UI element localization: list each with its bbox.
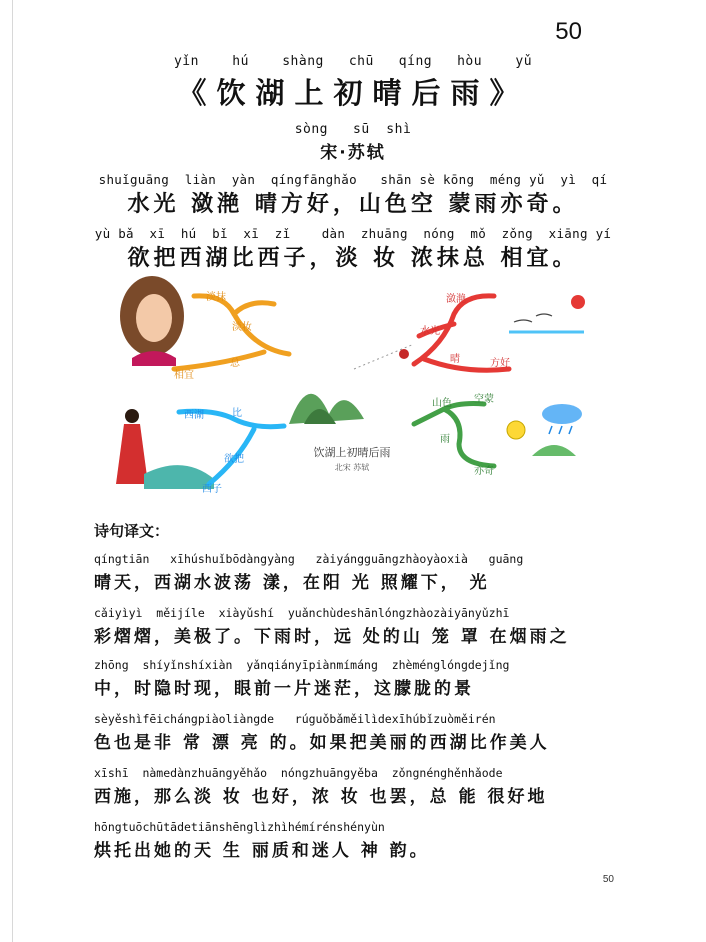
branch-top-left-word-2: 淡妆 (232, 322, 252, 333)
translation-line-6-text: 烘托出她的天 生 丽质和迷人 神 韵。 (94, 841, 430, 861)
mind-map-illustration (114, 274, 602, 504)
title-pinyin: yǐn hú shàng chū qíng hòu yǔ (173, 54, 533, 69)
mindmap-center-title: 饮湖上初晴后雨 (313, 446, 391, 459)
branch-top-right-word-1: 潋滟 (446, 294, 466, 305)
page-title: 《饮湖上初晴后雨》 (177, 76, 529, 110)
page-number-top: 50 (555, 18, 582, 45)
branch-top-left-word-1: 淡抹 (206, 292, 226, 303)
sun-icon (571, 295, 585, 309)
translation-line-6-pinyin: hōngtuōchūtādetiānshēnglìzhìhémírénshényùn (94, 820, 385, 834)
translation-label: 诗句译文： (94, 522, 170, 540)
branch-top-right-word-3: 晴 (450, 354, 460, 365)
branch-bottom-right (414, 404, 494, 466)
branch-bottom-right-word-2: 空蒙 (474, 394, 494, 405)
birds-icon (514, 314, 552, 322)
mindmap-center-author: 北宋 苏轼 (334, 463, 370, 472)
author-block (0, 122, 706, 163)
title-block (0, 54, 706, 112)
poem-line-1-pinyin: shuǐguāng liàn yàn qíngfānghǎo shān sè kōng méng yǔ yì qí (98, 172, 608, 187)
branch-bottom-left-word-1: 西湖 (184, 410, 204, 421)
translation-line-5 (94, 766, 614, 807)
poem-line-1-text: 水光 潋滟 晴方好，山色空 蒙雨亦奇。 (127, 192, 579, 217)
translation-line-4 (94, 712, 614, 753)
author-pinyin: sòng sū shì (294, 122, 412, 137)
standing-lady-icon (116, 409, 214, 489)
page-number-bottom: 50 (602, 874, 614, 885)
woman-portrait-icon (120, 276, 184, 366)
moon-sun-icon (507, 421, 525, 439)
poem-line-1 (0, 172, 706, 218)
translation-line-5-pinyin: xīshī nàmedànzhuāngyěhǎo nóngzhuāngyěba zǒngnénghěnhǎode (94, 766, 503, 780)
translation-line-4-pinyin: sèyěshìfēichángpiàoliàngde rúguǒbǎměilìdexīhúbǐzuòměirén (94, 712, 496, 726)
small-hill-icon (532, 445, 576, 456)
branch-bottom-right-word-3: 雨 (440, 434, 450, 445)
author-name: 宋·苏轼 (320, 143, 386, 163)
branch-top-right-word-4: 方好 (490, 358, 510, 369)
translation-line-1-pinyin: qíngtiān xīhúshuǐbōdàngyàng zàiyángguāngzhàoyàoxià guāng (94, 552, 524, 566)
mountain-scene-icon (289, 344, 414, 424)
branch-bottom-left-word-3: 欲把 (224, 454, 244, 465)
branch-bottom-left-word-2: 比 (232, 408, 242, 419)
poem-line-2 (0, 226, 706, 272)
translation-line-4-text: 色也是非 常 漂 亮 的。如果把美丽的西湖比作美人 (94, 733, 550, 753)
branch-bottom-right-word-4: 亦奇 (474, 466, 494, 477)
translation-line-5-text: 西施，那么淡 妆 也好，浓 妆 也罢，总 能 很好地 (94, 787, 548, 807)
translation-line-2-pinyin: cǎiyìyì měijíle xiàyǔshí yuǎnchùdeshānlóngzhàozàiyānyǔzhī (94, 606, 510, 620)
translation-line-3 (94, 658, 614, 699)
translation-line-3-pinyin: zhōng shíyǐnshíxiàn yǎnqiányīpiànmímáng zhèménglóngdejǐng (94, 658, 510, 672)
branch-top-left-word-3: 总 (230, 358, 240, 369)
translation-line-2-text: 彩熠熠，美极了。下雨时，远 处的山 笼 罩 在烟雨之 (94, 627, 570, 647)
poem-line-2-text: 欲把西湖比西子，淡 妆 浓抹总 相宜。 (127, 246, 579, 271)
translation-line-6 (94, 820, 614, 861)
branch-bottom-left-word-4: 西子 (202, 484, 222, 495)
translation-line-1-text: 晴天，西湖水波荡 漾，在阳 光 照耀下， 光 (94, 573, 490, 593)
translation-line-1 (94, 552, 614, 593)
branch-top-right-word-2: 水光 (420, 326, 440, 337)
branch-top-left-word-4: 相宜 (174, 370, 194, 381)
translation-line-3-text: 中，时隐时现，眼前一片迷茫，这朦胧的景 (94, 679, 474, 699)
rain-cloud-icon (542, 404, 582, 434)
poem-line-2-pinyin: yù bǎ xī hú bǐ xī zǐ dàn zhuāng nóng mǒ zǒng xiāng yí (94, 226, 612, 241)
translation-line-2 (94, 606, 614, 647)
branch-bottom-right-word-1: 山色 (432, 398, 452, 409)
